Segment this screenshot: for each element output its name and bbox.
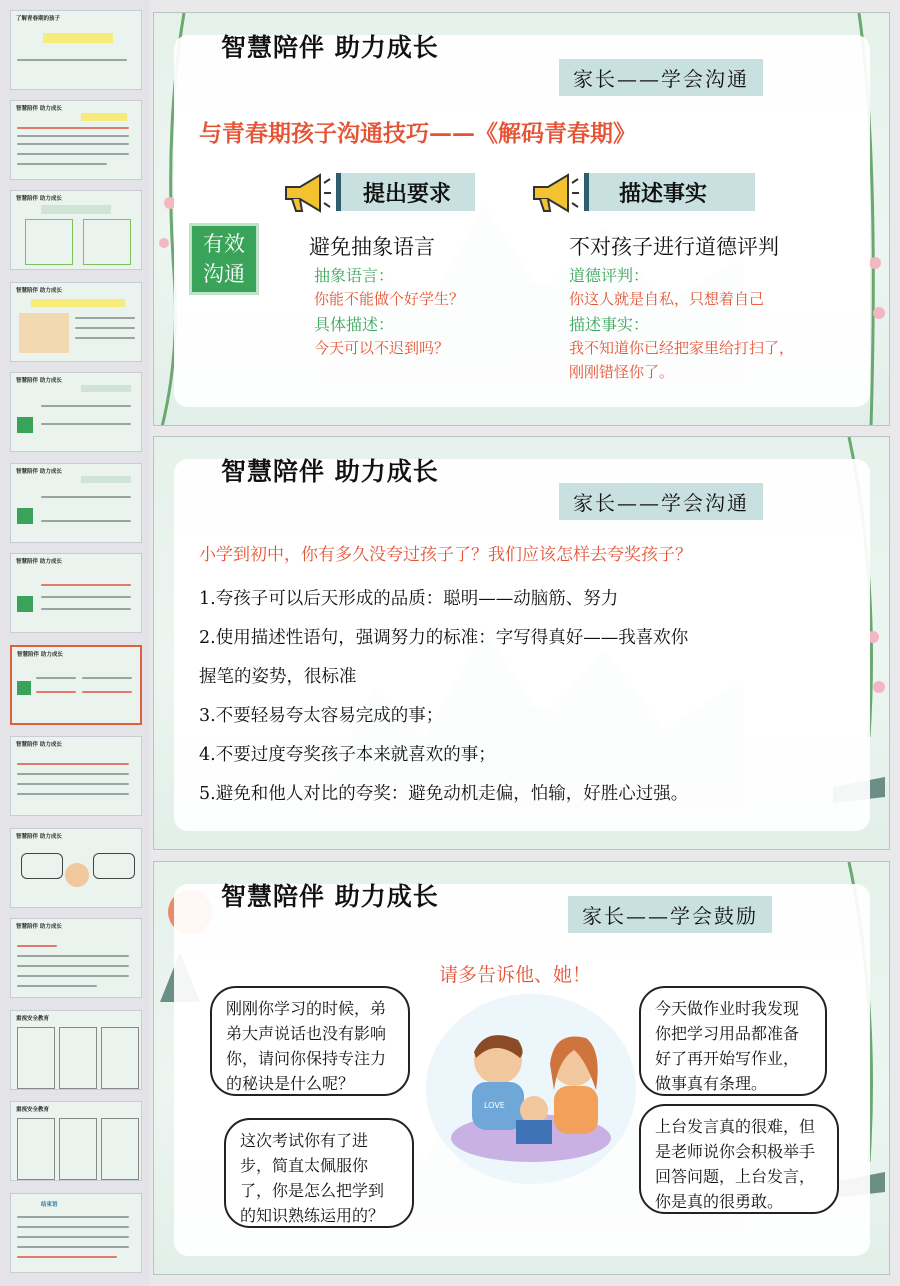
thumbnail-line (17, 955, 129, 957)
thumbnail-box (101, 1027, 139, 1089)
thumbnail-badge (17, 417, 33, 433)
megaphone-icon (528, 171, 580, 215)
thumbnail-line (17, 153, 129, 155)
praise-point-2: 2.使用描述性语句，强调努力的标准：字写得真好——我喜欢你 (199, 628, 689, 648)
slide-praising-children (153, 436, 890, 850)
slide-question: 小学到初中，你有多久没夸过孩子了？我们应该怎样去夸奖孩子？ (199, 545, 692, 565)
thumbnail-highlight (43, 33, 113, 43)
thumbnail-banner (41, 205, 111, 214)
thumbnail-title: 智慧陪伴 助力成长 (16, 106, 62, 112)
thumbnail-title: 智慧陪伴 助力成长 (16, 196, 62, 202)
thumbnail-title: 智慧陪伴 助力成长 (16, 924, 62, 930)
thumbnail-box (59, 1027, 97, 1089)
thumbnail-box (17, 1027, 55, 1089)
thumbnail-line (41, 423, 131, 425)
slide-thumbnail-panel (0, 0, 150, 1286)
thumbnail-highlight (81, 113, 127, 121)
thumbnail-line (17, 793, 129, 795)
thumbnail-slide-7[interactable] (10, 553, 142, 633)
thumbnail-title: 重视安全教育 (16, 1016, 50, 1022)
thumbnail-line (17, 135, 129, 137)
section-banner: 家长——学会沟通 (559, 483, 763, 520)
thumbnail-line (17, 127, 129, 129)
left-point-example: 你能不能做个好学生？ (314, 290, 465, 308)
praise-point-3: 3.不要轻易夸太容易完成的事； (199, 706, 444, 726)
praise-point-2-cont: 握笔的姿势，很标准 (199, 667, 357, 687)
thumbnail-banner (81, 476, 131, 483)
speech-bubble-progress: 这次考试你有了进步，简直太佩服你了，你是怎么把学到的知识熟练运用的？ (224, 1118, 414, 1228)
thumbnail-banner (81, 385, 131, 392)
thumbnail-slide-8-selected[interactable] (10, 645, 142, 725)
right-point-example: 刚刚错怪你了。 (569, 363, 675, 381)
megaphone-icon (280, 171, 332, 215)
right-point-example: 你这人就是自私，只想着自己 (569, 290, 765, 308)
thumbnail-badge (17, 508, 33, 524)
left-point-label: 抽象语言： (314, 266, 395, 285)
thumbnail-line (17, 1226, 129, 1228)
right-point-example: 我不知道你已经把家里给打扫了， (569, 339, 795, 357)
right-point-title: 不对孩子进行道德评判 (569, 235, 779, 259)
thumbnail-line (75, 337, 135, 339)
section-banner: 家长——学会沟通 (559, 59, 763, 96)
badge-text: 有效 沟通 (203, 232, 245, 286)
praise-point-5: 5.避免和他人对比的夸奖：避免动机走偏，怕输，好胜心过强。 (199, 784, 689, 804)
thumbnail-title: 智慧陪伴 助力成长 (16, 288, 62, 294)
thumbnail-badge (17, 681, 31, 695)
thumbnail-line (41, 496, 131, 498)
thumbnail-slide-12[interactable] (10, 1010, 142, 1090)
thumbnail-box (59, 1118, 97, 1180)
thumbnail-slide-5[interactable] (10, 372, 142, 452)
thumbnail-title: 智慧陪伴 助力成长 (16, 559, 62, 565)
thumbnail-image (19, 313, 69, 353)
thumbnail-bubble (21, 853, 63, 879)
thumbnail-box (101, 1118, 139, 1180)
slide-title: 智慧陪伴 助力成长 (221, 882, 439, 911)
slide-title: 智慧陪伴 助力成长 (221, 33, 439, 62)
slide-title: 智慧陪伴 助力成长 (221, 457, 439, 486)
speech-bubble-brave: 上台发言真的很难，但是老师说你会积极举手回答问题，上台发言，你是真的很勇敢。 (639, 1104, 839, 1214)
right-point-label: 道德评判： (569, 266, 650, 285)
book-label: LOVE (484, 1101, 505, 1110)
thumbnail-line (17, 773, 129, 775)
thumbnail-line (17, 59, 127, 61)
tag-label: 描述事实 (619, 181, 708, 207)
thumbnail-slide-11[interactable] (10, 918, 142, 998)
thumbnail-slide-10[interactable] (10, 828, 142, 908)
slide-heading: 请多告诉他、她！ (439, 964, 592, 986)
thumbnail-line (17, 763, 129, 765)
thumbnail-line (75, 317, 135, 319)
thumbnail-line (82, 677, 132, 679)
thumbnail-slide-13[interactable] (10, 1101, 142, 1181)
thumbnail-badge (17, 596, 33, 612)
thumbnail-line (41, 608, 131, 610)
thumbnail-bubble (93, 853, 135, 879)
tag-describe-facts (584, 173, 755, 211)
thumbnail-highlight (31, 299, 125, 307)
thumbnail-line (75, 327, 135, 329)
effective-communication-badge (189, 223, 259, 295)
thumbnail-title: 智慧陪伴 助力成长 (16, 834, 62, 840)
left-point-example: 今天可以不迟到吗？ (314, 339, 450, 357)
thumbnail-slide-9[interactable] (10, 736, 142, 816)
thumbnail-slide-14[interactable] (10, 1193, 142, 1273)
left-point-label: 具体描述： (314, 315, 395, 334)
praise-point-4: 4.不要过度夸奖孩子本来就喜欢的事； (199, 745, 496, 765)
thumbnail-line (41, 596, 131, 598)
slide-heading: 与青春期孩子沟通技巧——《解码青春期》 (199, 120, 636, 147)
thumbnail-title: 了解青春期的孩子 (16, 16, 61, 22)
thumbnail-title: 重视安全教育 (16, 1107, 50, 1113)
thumbnail-box (83, 219, 131, 265)
thumbnail-title: 智慧陪伴 助力成长 (17, 652, 63, 658)
thumbnail-line (17, 1236, 129, 1238)
thumbnail-slide-3[interactable] (10, 190, 142, 270)
thumbnail-line (17, 1246, 129, 1248)
thumbnail-title: 智慧陪伴 助力成长 (16, 378, 62, 384)
thumbnail-line (36, 691, 76, 693)
thumbnail-title: 智慧陪伴 助力成长 (16, 469, 62, 475)
praise-point-1: 1.夸孩子可以后天形成的品质：聪明——动脑筋、努力 (199, 589, 619, 609)
thumbnail-line (41, 520, 131, 522)
thumbnail-line (82, 691, 132, 693)
tag-label: 提出要求 (363, 181, 452, 207)
thumbnail-title: 智慧陪伴 助力成长 (16, 742, 62, 748)
thumbnail-line (17, 143, 129, 145)
thumbnail-line (17, 783, 129, 785)
thumbnail-slide-6[interactable] (10, 463, 142, 543)
thumbnail-slide-4[interactable] (10, 282, 142, 362)
thumbnail-slide-1[interactable] (10, 10, 142, 90)
thumbnail-line (41, 584, 131, 586)
thumbnail-line (17, 1256, 117, 1258)
right-point-label: 描述事实： (569, 315, 650, 334)
thumbnail-line (36, 677, 76, 679)
thumbnail-line (17, 965, 129, 967)
thumbnail-image (65, 863, 89, 887)
parent-and-child-reading-illustration (436, 1020, 626, 1180)
thumbnail-line (17, 975, 129, 977)
thumbnail-line (17, 945, 57, 947)
thumbnail-title: 结束语 (41, 1202, 58, 1208)
thumbnail-line (41, 405, 131, 407)
thumbnail-slide-2[interactable] (10, 100, 142, 180)
thumbnail-line (17, 163, 107, 165)
slide-communication-skills (153, 12, 890, 426)
section-banner: 家长——学会鼓励 (568, 896, 772, 933)
left-point-title: 避免抽象语言 (309, 235, 435, 259)
thumbnail-line (17, 1216, 129, 1218)
slide-encouragement (153, 861, 890, 1275)
speech-bubble-focus: 刚刚你学习的时候，弟弟大声说话也没有影响你，请问你保持专注力的秘诀是什么呢？ (210, 986, 410, 1096)
thumbnail-box (25, 219, 73, 265)
speech-bubble-organized: 今天做作业时我发现你把学习用品都准备好了再开始写作业，做事真有条理。 (639, 986, 827, 1096)
thumbnail-box (17, 1118, 55, 1180)
thumbnail-line (17, 985, 97, 987)
tag-make-requests (336, 173, 475, 211)
